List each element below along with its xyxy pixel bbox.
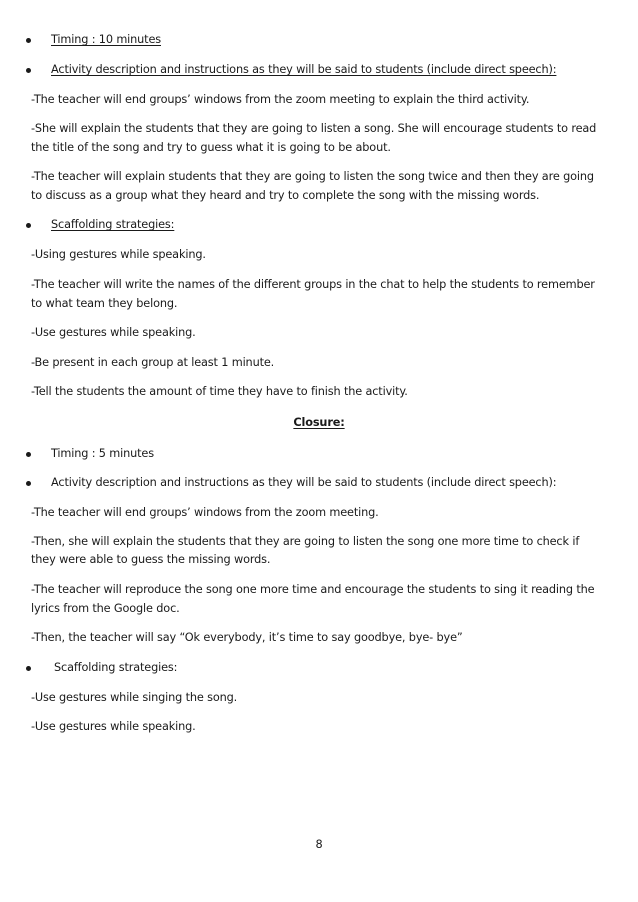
bullet-icon — [26, 68, 31, 73]
paragraph-line: -The teacher will end groups’ windows from the zoom meeting to explain the third activity. — [31, 93, 530, 106]
paragraph-line: -She will explain the students that they are going to listen a song. She will encourage students to read — [31, 122, 597, 135]
paragraph-line: -Then, the teacher will say “Ok everybody, it’s time to say goodbye, bye- bye” — [31, 631, 463, 644]
bullet-icon — [26, 38, 31, 43]
activity-heading: Activity description and instructions as they will be said to students (include direct speech): — [51, 63, 557, 76]
paragraph-line: -The teacher will reproduce the song one more time and encourage the students to sing it reading the — [31, 583, 595, 596]
closure-heading: Closure: — [293, 416, 345, 429]
page-number: 8 — [315, 838, 323, 851]
paragraph-line: to discuss as a group what they heard and try to complete the song with the missing words. — [31, 189, 540, 202]
scaffolding-line: -Use gestures while singing the song. — [31, 691, 238, 704]
bullet-icon — [26, 666, 31, 671]
scaffolding-line: -Use gestures while speaking. — [31, 720, 196, 733]
activity-heading: Activity description and instructions as they will be said to students (include direct speech): — [51, 476, 557, 489]
scaffolding-line: -Using gestures while speaking. — [31, 248, 206, 261]
paragraph-line: -The teacher will explain students that they are going to listen the song twice and then they are going — [31, 170, 594, 183]
bullet-icon — [26, 223, 31, 228]
scaffolding-line: -Be present in each group at least 1 minute. — [31, 356, 275, 369]
scaffolding-heading: Scaffolding strategies: — [54, 661, 178, 674]
paragraph-line: -The teacher will end groups’ windows from the zoom meeting. — [31, 506, 379, 519]
scaffolding-line: -The teacher will write the names of the different groups in the chat to help the students to remember — [31, 278, 595, 291]
scaffolding-line: -Use gestures while speaking. — [31, 326, 196, 339]
paragraph-line: lyrics from the Google doc. — [31, 602, 180, 615]
scaffolding-line: -Tell the students the amount of time they have to finish the activity. — [31, 385, 408, 398]
scaffolding-heading: Scaffolding strategies: — [51, 218, 175, 231]
timing-line: Timing : 5 minutes — [51, 447, 154, 460]
paragraph-line: the title of the song and try to guess what it is going to be about. — [31, 141, 391, 154]
paragraph-line: -Then, she will explain the students that they are going to listen the song one more time to check if — [31, 535, 580, 548]
scaffolding-line: to what team they belong. — [31, 297, 178, 310]
bullet-icon — [26, 452, 31, 457]
timing-line: Timing : 10 minutes — [51, 33, 161, 46]
bullet-icon — [26, 481, 31, 486]
paragraph-line: they were able to guess the missing words. — [31, 553, 271, 566]
